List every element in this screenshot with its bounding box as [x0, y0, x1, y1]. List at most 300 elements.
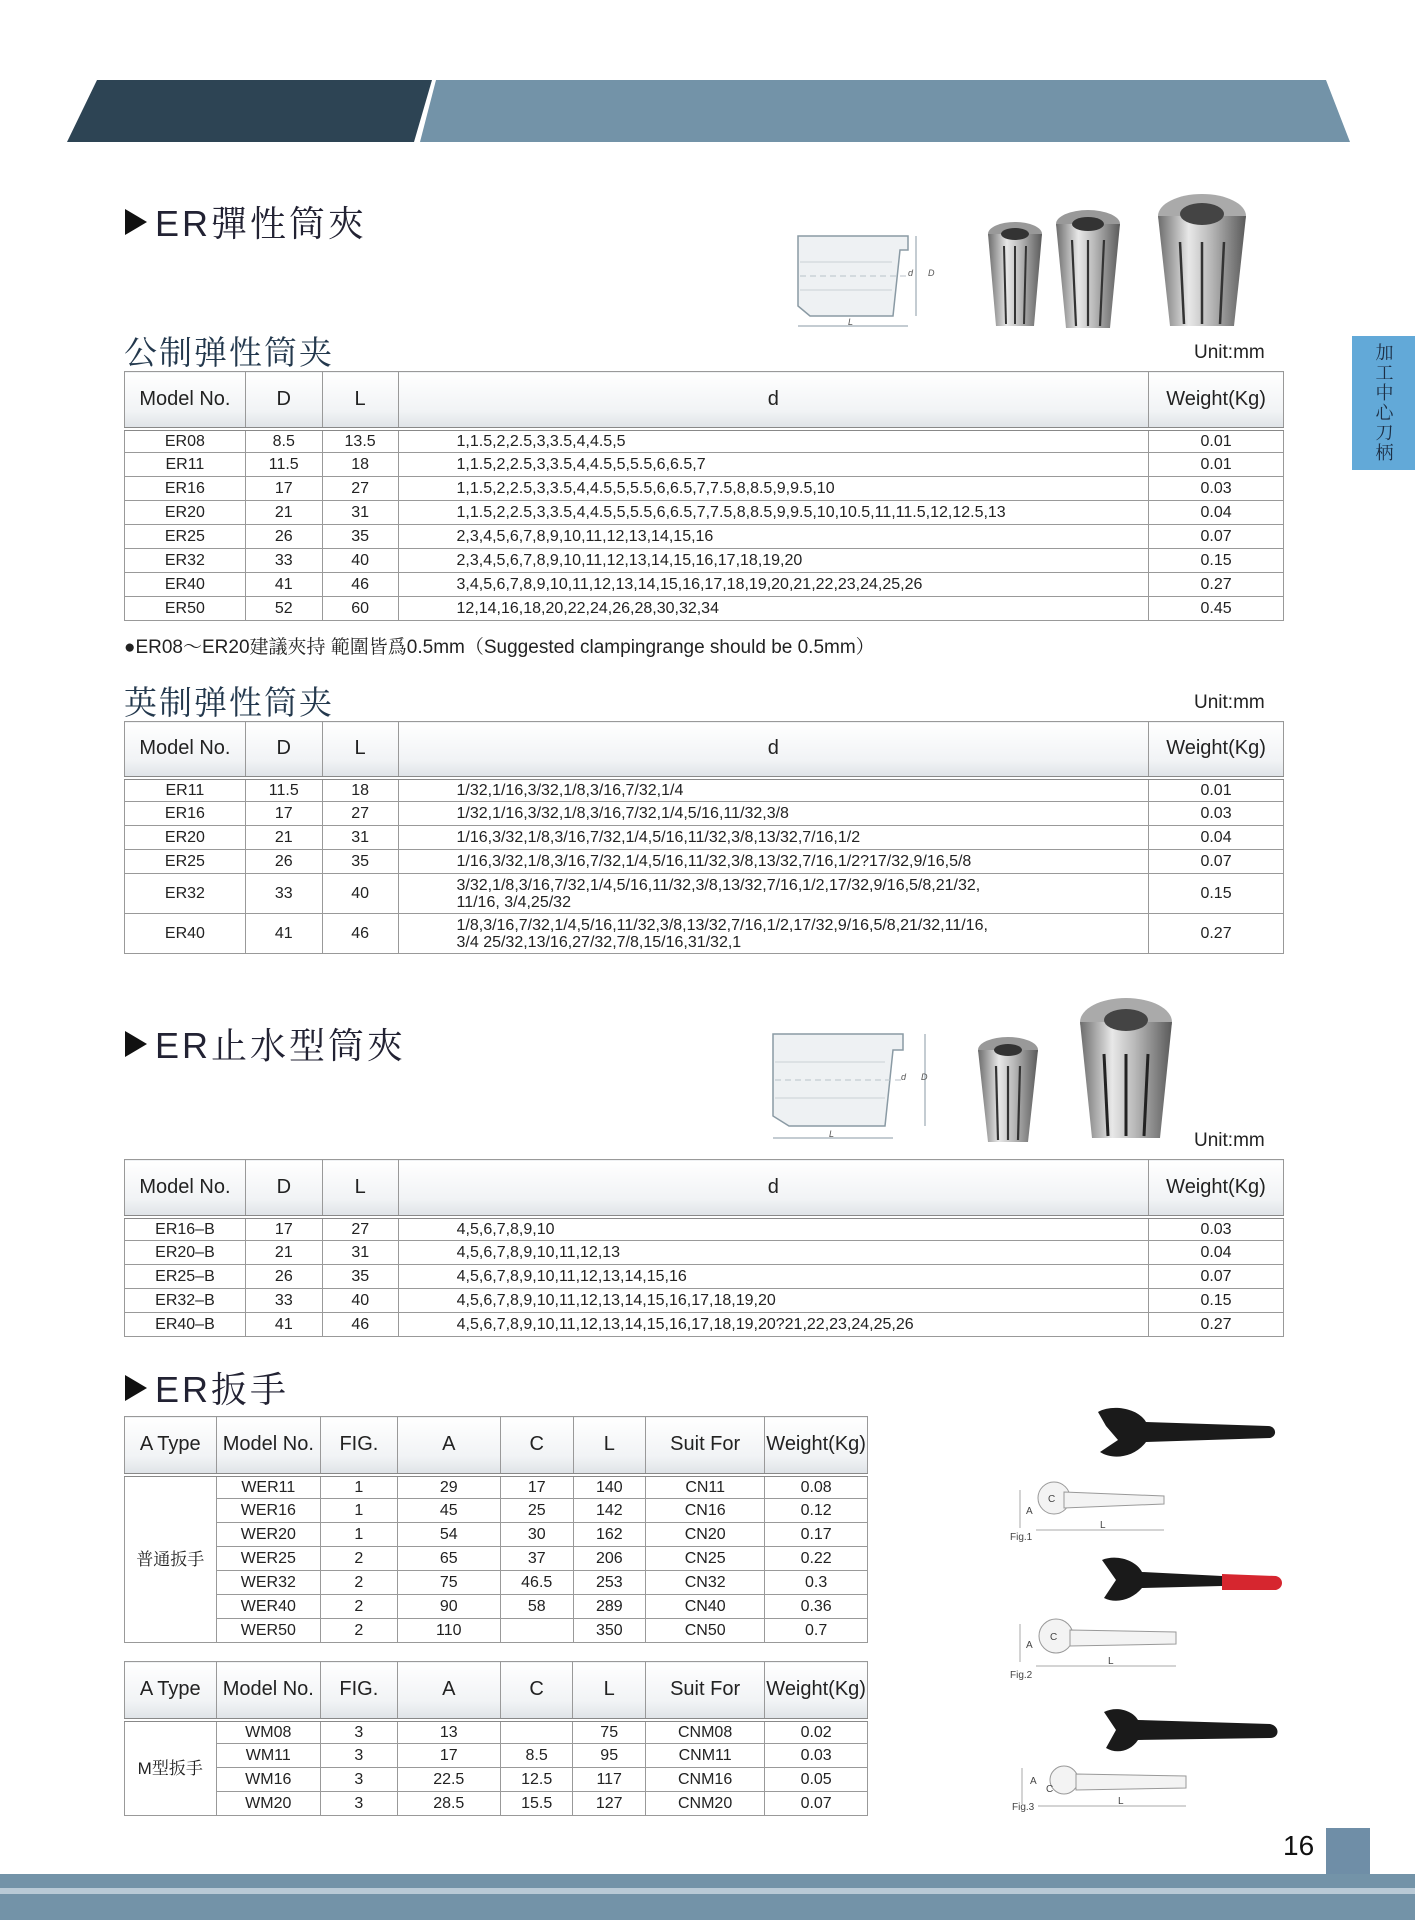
table-cell: 46.5: [500, 1571, 573, 1595]
sealed-collet-table: [124, 1159, 1284, 1337]
cell-D: 21: [245, 501, 322, 525]
table-row: [125, 1547, 868, 1571]
header-band-dark: [67, 80, 432, 142]
table-cell: 30: [500, 1523, 573, 1547]
header-A: A: [397, 1417, 500, 1475]
table-row: [125, 826, 1284, 850]
triangle-bullet-icon: [125, 1031, 147, 1057]
wrench-table-standard: [124, 1416, 868, 1643]
table-cell: CN16: [646, 1499, 765, 1523]
cell-model: ER25: [125, 525, 246, 549]
header-d: d: [398, 722, 1149, 778]
fig-1-label: Fig.1: [1010, 1532, 1033, 1543]
sealed-collet-photos: [970, 992, 1190, 1146]
cell-L: 18: [322, 453, 398, 477]
header-weight: Weight(Kg): [1149, 1160, 1284, 1217]
header-L: L: [573, 1417, 646, 1475]
cell-model: ER40: [125, 914, 246, 954]
table-cell: CN32: [646, 1571, 765, 1595]
cell-model: ER16: [125, 477, 246, 501]
table-cell: 0.7: [765, 1619, 868, 1643]
cell-D: 11.5: [245, 453, 322, 477]
table-cell: WER50: [216, 1619, 321, 1643]
cell-d: 1,1.5,2,2.5,3,3.5,4,4.5,5,5.5,6,6.5,7: [398, 453, 1149, 477]
cell-d: 12,14,16,18,20,22,24,26,28,30,32,34: [398, 597, 1149, 621]
table-cell: CN20: [646, 1523, 765, 1547]
table-row: [125, 802, 1284, 826]
table-cell: 0.02: [765, 1720, 868, 1744]
table-cell: 3: [321, 1744, 398, 1768]
cell-model: ER16–B: [125, 1217, 246, 1241]
triangle-bullet-icon: [125, 1375, 147, 1401]
cell-d: 1,1.5,2,2.5,3,3.5,4,4.5,5,5.5,6,6.5,7,7.5,8,8.5,9,9.5,10: [398, 477, 1149, 501]
cell-type-group: 普通扳手: [125, 1475, 217, 1643]
fig-2-label-L: L: [1108, 1656, 1114, 1667]
wrench-1-photo-icon: [1098, 1408, 1275, 1457]
fig-2-label: Fig.2: [1010, 1670, 1033, 1681]
header-model: Model No.: [216, 1417, 321, 1475]
cell-d: 2,3,4,5,6,7,8,9,10,11,12,13,14,15,16: [398, 525, 1149, 549]
header-model: Model No.: [216, 1662, 321, 1720]
table-cell: 140: [573, 1475, 646, 1499]
table-cell: 1: [321, 1523, 398, 1547]
cell-D: 41: [245, 573, 322, 597]
header-D: D: [245, 1160, 322, 1217]
cell-L: 46: [322, 914, 398, 954]
cell-D: 21: [245, 1241, 322, 1265]
table-cell: 13: [397, 1720, 500, 1744]
cell-model: ER40–B: [125, 1313, 246, 1337]
table-cell: 37: [500, 1547, 573, 1571]
table-row: [125, 477, 1284, 501]
cell-L: 31: [322, 501, 398, 525]
table-cell: 0.08: [765, 1475, 868, 1499]
table-header-row: [125, 722, 1284, 778]
cell-model: ER32–B: [125, 1289, 246, 1313]
cell-L: 60: [322, 597, 398, 621]
cell-d-line: 11/16, 3/4,25/32: [456, 893, 571, 911]
header-weight: Weight(Kg): [765, 1662, 868, 1720]
cell-D: 26: [245, 850, 322, 874]
header-a-type: A Type: [125, 1662, 217, 1720]
table-cell: CN11: [646, 1475, 765, 1499]
table-cell: 3: [321, 1792, 398, 1816]
cell-d: [398, 874, 1149, 914]
sealed-collet-small-icon: [978, 1037, 1038, 1142]
cell-L: 35: [322, 850, 398, 874]
sealed-collet-large-icon: [1080, 998, 1172, 1138]
fig-3-label: Fig.3: [1012, 1802, 1035, 1813]
cell-model: ER32: [125, 549, 246, 573]
table-header-row: [125, 1417, 868, 1475]
label-d: d: [908, 268, 914, 278]
table-row: [125, 501, 1284, 525]
cell-model: ER20–B: [125, 1241, 246, 1265]
fig-3-drawing-icon: [1050, 1766, 1186, 1794]
cell-d: [398, 914, 1149, 954]
cell-type-group: M型扳手: [125, 1720, 217, 1816]
label-D: D: [928, 268, 935, 278]
cell-d: 4,5,6,7,8,9,10: [398, 1217, 1148, 1241]
wrench-3-photo-icon: [1104, 1709, 1278, 1751]
table-cell: [500, 1720, 573, 1744]
cell-d: 4,5,6,7,8,9,10,11,12,13,14,15,16,17,18,19,20?21,22,23,24,25,26: [398, 1313, 1148, 1337]
cell-D: 8.5: [245, 429, 322, 453]
cell-weight: 0.01: [1149, 778, 1284, 802]
cell-weight: 0.07: [1149, 1265, 1284, 1289]
footer-bar: [0, 1874, 1415, 1888]
header-fig: FIG.: [321, 1417, 398, 1475]
table-row: [125, 1744, 868, 1768]
cell-d-line: 3/32,1/8,3/16,7/32,1/4,5/16,11/32,3/8,13/32,7/16,1/2,17/32,9/16,5/8,21/32,: [456, 876, 981, 894]
table-row: [125, 1313, 1284, 1337]
cell-weight: 0.15: [1149, 1289, 1284, 1313]
cell-L: 18: [322, 778, 398, 802]
table-cell: 253: [573, 1571, 646, 1595]
metric-collet-table: [124, 371, 1284, 621]
cell-L: 13.5: [322, 429, 398, 453]
table-cell: 45: [397, 1499, 500, 1523]
header-suit-for: Suit For: [645, 1662, 764, 1720]
cell-D: 21: [245, 826, 322, 850]
label-L: L: [829, 1129, 835, 1139]
table-cell: 75: [573, 1720, 646, 1744]
cell-d: 3,4,5,6,7,8,9,10,11,12,13,14,15,16,17,18,19,20,21,22,23,24,25,26: [398, 573, 1149, 597]
cell-model: ER50: [125, 597, 246, 621]
collet-large-icon: [1158, 194, 1246, 326]
table-row: [125, 1241, 1284, 1265]
cell-d: 1,1.5,2,2.5,3,3.5,4,4.5,5: [398, 429, 1149, 453]
cell-D: 17: [245, 477, 322, 501]
table-cell: 15.5: [500, 1792, 573, 1816]
header-a-type: A Type: [125, 1417, 217, 1475]
table-cell: 0.03: [765, 1744, 868, 1768]
cell-d: 1/32,1/16,3/32,1/8,3/16,7/32,1/4: [398, 778, 1149, 802]
cell-d: 2,3,4,5,6,7,8,9,10,11,12,13,14,15,16,17,18,19,20: [398, 549, 1149, 573]
table-row: [125, 1265, 1284, 1289]
header-model: Model No.: [125, 372, 246, 429]
header-weight: Weight(Kg): [1149, 372, 1284, 429]
cell-model: ER20: [125, 826, 246, 850]
cell-weight: 0.04: [1149, 501, 1284, 525]
table-cell: WER40: [216, 1595, 321, 1619]
clamping-note: ●ER08～ER20建議夾持 範圍皆爲0.5mm（Suggested clampingrange should be 0.5mm）: [124, 637, 875, 658]
cell-model: ER25–B: [125, 1265, 246, 1289]
table-row: [125, 429, 1284, 453]
table-row: [125, 850, 1284, 874]
wrench-table-m-type: [124, 1661, 868, 1816]
cell-D: 11.5: [245, 778, 322, 802]
table-cell: CNM16: [645, 1768, 764, 1792]
cell-weight: 0.07: [1149, 850, 1284, 874]
table-cell: 0.36: [765, 1595, 868, 1619]
header-L: L: [322, 372, 398, 429]
wrench-illustrations: [1000, 1400, 1290, 1820]
collet-medium-icon: [1056, 210, 1120, 328]
table-cell: WER11: [216, 1475, 321, 1499]
table-cell: 8.5: [500, 1744, 573, 1768]
cell-D: 41: [245, 914, 322, 954]
header-fig: FIG.: [321, 1662, 398, 1720]
cell-weight: 0.27: [1149, 573, 1284, 597]
table-cell: 0.17: [765, 1523, 868, 1547]
table-header-row: [125, 1160, 1284, 1217]
cell-D: 33: [245, 1289, 322, 1313]
cell-L: 27: [322, 1217, 398, 1241]
table-cell: 12.5: [500, 1768, 573, 1792]
table-cell: WM11: [216, 1744, 321, 1768]
table-header-row: [125, 372, 1284, 429]
cell-D: 41: [245, 1313, 322, 1337]
fig-2-drawing-icon: [1039, 1619, 1176, 1653]
table-row: [125, 1499, 868, 1523]
cell-L: 40: [322, 874, 398, 914]
cell-d: 1/16,3/32,1/8,3/16,7/32,1/4,5/16,11/32,3/8,13/32,7/16,1/2?17/32,9/16,5/8: [398, 850, 1149, 874]
table-row: [125, 1768, 868, 1792]
header-weight: Weight(Kg): [1149, 722, 1284, 778]
header-weight: Weight(Kg): [765, 1417, 868, 1475]
table-cell: 350: [573, 1619, 646, 1643]
table-cell: 75: [397, 1571, 500, 1595]
side-tab[interactable]: 加工中心刀柄: [1352, 336, 1415, 470]
cell-model: ER11: [125, 453, 246, 477]
table-cell: 2: [321, 1571, 398, 1595]
cell-d: 1,1.5,2,2.5,3,3.5,4,4.5,5,5.5,6,6.5,7,7.5,8,8.5,9,9.5,10,10.5,11,11.5,12,12.5,13: [398, 501, 1149, 525]
table-row: [125, 1475, 868, 1499]
header-model: Model No.: [125, 722, 246, 778]
table-row: [125, 525, 1284, 549]
fig-1-label-A: A: [1026, 1506, 1033, 1517]
cell-model: ER16: [125, 802, 246, 826]
cell-d: 1/16,3/32,1/8,3/16,7/32,1/4,5/16,11/32,3/8,13/32,7/16,1/2: [398, 826, 1149, 850]
cell-weight: 0.45: [1149, 597, 1284, 621]
table-cell: 110: [397, 1619, 500, 1643]
cell-d: 4,5,6,7,8,9,10,11,12,13: [398, 1241, 1148, 1265]
table-cell: 2: [321, 1619, 398, 1643]
cell-L: 46: [322, 1313, 398, 1337]
table-cell: 206: [573, 1547, 646, 1571]
table-cell: 3: [321, 1768, 398, 1792]
cell-L: 27: [322, 477, 398, 501]
cell-model: ER40: [125, 573, 246, 597]
cell-weight: 0.01: [1149, 429, 1284, 453]
table-cell: 65: [397, 1547, 500, 1571]
footer-bar: [0, 1894, 1415, 1920]
table-cell: 162: [573, 1523, 646, 1547]
cell-D: 17: [245, 802, 322, 826]
table-cell: 17: [397, 1744, 500, 1768]
cell-weight: 0.03: [1149, 1217, 1284, 1241]
table-row: [125, 1571, 868, 1595]
cell-D: 26: [245, 1265, 322, 1289]
table-row: [125, 453, 1284, 477]
cell-d: 4,5,6,7,8,9,10,11,12,13,14,15,16,17,18,19,20: [398, 1289, 1148, 1313]
cell-L: 46: [322, 573, 398, 597]
cell-d: 4,5,6,7,8,9,10,11,12,13,14,15,16: [398, 1265, 1148, 1289]
table-cell: CNM20: [645, 1792, 764, 1816]
wrench-2-photo-icon: [1102, 1558, 1282, 1601]
cell-d-line: 1/8,3/16,7/32,1/4,5/16,11/32,3/8,13/32,7/16,1/2,17/32,9/16,5/8,21/32,11/16,: [456, 916, 988, 934]
table-row: [125, 914, 1284, 954]
table-cell: WER16: [216, 1499, 321, 1523]
cell-model: ER11: [125, 778, 246, 802]
unit-label: Unit:mm: [1194, 1130, 1265, 1151]
table-cell: 0.05: [765, 1768, 868, 1792]
page-number: 16: [1283, 1830, 1315, 1861]
table-cell: WER20: [216, 1523, 321, 1547]
collet-dimension-drawing: [788, 226, 940, 334]
table-cell: 25: [500, 1499, 573, 1523]
table-cell: 3: [321, 1720, 398, 1744]
cell-weight: 0.01: [1149, 453, 1284, 477]
header-D: D: [245, 722, 322, 778]
cell-model: ER32: [125, 874, 246, 914]
cell-weight: 0.15: [1149, 549, 1284, 573]
header-L: L: [573, 1662, 646, 1720]
table-cell: 54: [397, 1523, 500, 1547]
subtitle-inch: 英制弹性筒夹: [124, 684, 334, 721]
collet-small-icon: [988, 222, 1042, 326]
table-cell: WM16: [216, 1768, 321, 1792]
header-L: L: [322, 722, 398, 778]
table-cell: WM08: [216, 1720, 321, 1744]
header-C: C: [500, 1662, 573, 1720]
cell-model: ER25: [125, 850, 246, 874]
cell-L: 40: [322, 549, 398, 573]
fig-2-label-C: C: [1050, 1632, 1058, 1643]
label-d: d: [901, 1072, 907, 1082]
table-cell: 0.22: [765, 1547, 868, 1571]
table-cell: 29: [397, 1475, 500, 1499]
fig-1-drawing-icon: [1038, 1482, 1164, 1514]
cell-weight: 0.27: [1149, 1313, 1284, 1337]
cell-weight: 0.03: [1149, 477, 1284, 501]
cell-weight: 0.15: [1149, 874, 1284, 914]
unit-label: Unit:mm: [1194, 692, 1265, 713]
table-cell: 90: [397, 1595, 500, 1619]
cell-weight: 0.27: [1149, 914, 1284, 954]
table-cell: 22.5: [397, 1768, 500, 1792]
table-cell: 0.3: [765, 1571, 868, 1595]
cell-L: 40: [322, 1289, 398, 1313]
table-cell: 289: [573, 1595, 646, 1619]
section-title-er-collet: ER彈性筒夾: [125, 196, 367, 247]
table-cell: 1: [321, 1475, 398, 1499]
header-band-light: [420, 80, 1350, 142]
fig-1-label-L: L: [1100, 1520, 1106, 1531]
table-cell: [500, 1619, 573, 1643]
fig-3-label-C: C: [1046, 1784, 1054, 1795]
table-row: [125, 1217, 1284, 1241]
table-cell: CN50: [646, 1619, 765, 1643]
sealed-collet-dimension-drawing: [765, 1020, 945, 1148]
table-cell: CNM11: [645, 1744, 764, 1768]
table-cell: 28.5: [397, 1792, 500, 1816]
table-cell: 1: [321, 1499, 398, 1523]
header-L: L: [322, 1160, 398, 1217]
cell-weight: 0.04: [1149, 1241, 1284, 1265]
table-cell: 127: [573, 1792, 646, 1816]
table-cell: 0.12: [765, 1499, 868, 1523]
fig-3-label-L: L: [1118, 1796, 1124, 1807]
table-row: [125, 1792, 868, 1816]
table-row: [125, 1619, 868, 1643]
label-D: D: [921, 1072, 928, 1082]
table-row: [125, 549, 1284, 573]
table-row: [125, 1289, 1284, 1313]
collet-photos: [984, 186, 1264, 332]
table-cell: WER32: [216, 1571, 321, 1595]
table-cell: 2: [321, 1595, 398, 1619]
cell-L: 35: [322, 525, 398, 549]
cell-D: 52: [245, 597, 322, 621]
table-cell: CN25: [646, 1547, 765, 1571]
cell-L: 31: [322, 1241, 398, 1265]
table-row: [125, 874, 1284, 914]
table-cell: WM20: [216, 1792, 321, 1816]
header-suit-for: Suit For: [646, 1417, 765, 1475]
cell-D: 33: [245, 874, 322, 914]
table-row: [125, 1523, 868, 1547]
header-d: d: [398, 372, 1149, 429]
triangle-bullet-icon: [125, 209, 147, 235]
fig-2-label-A: A: [1026, 1640, 1033, 1651]
table-row: [125, 597, 1284, 621]
cell-L: 31: [322, 826, 398, 850]
table-row: [125, 778, 1284, 802]
cell-d-line: 3/4 25/32,13/16,27/32,7/8,15/16,31/32,1: [456, 933, 742, 951]
table-cell: CNM08: [645, 1720, 764, 1744]
section-title-sealed: ER止水型筒夾: [125, 1018, 406, 1069]
cell-D: 17: [245, 1217, 322, 1241]
cell-weight: 0.03: [1149, 802, 1284, 826]
section-title-wrench: ER扳手: [125, 1362, 289, 1413]
table-row: [125, 573, 1284, 597]
header-model: Model No.: [125, 1160, 246, 1217]
cell-L: 27: [322, 802, 398, 826]
cell-D: 33: [245, 549, 322, 573]
table-header-row: [125, 1662, 868, 1720]
table-cell: 2: [321, 1547, 398, 1571]
table-cell: 0.07: [765, 1792, 868, 1816]
table-row: [125, 1720, 868, 1744]
inch-collet-table: [124, 721, 1284, 954]
table-row: [125, 1595, 868, 1619]
label-L: L: [848, 317, 854, 327]
header-A: A: [397, 1662, 500, 1720]
table-cell: CN40: [646, 1595, 765, 1619]
subtitle-metric: 公制弹性筒夹: [124, 334, 334, 371]
fig-3-label-A: A: [1030, 1776, 1037, 1787]
table-cell: 117: [573, 1768, 646, 1792]
fig-1-label-C: C: [1048, 1494, 1056, 1505]
table-cell: WER25: [216, 1547, 321, 1571]
header-d: d: [398, 1160, 1148, 1217]
header-D: D: [245, 372, 322, 429]
cell-d: 1/32,1/16,3/32,1/8,3/16,7/32,1/4,5/16,11/32,3/8: [398, 802, 1149, 826]
cell-L: 35: [322, 1265, 398, 1289]
header-C: C: [500, 1417, 573, 1475]
unit-label: Unit:mm: [1194, 342, 1265, 363]
table-cell: 142: [573, 1499, 646, 1523]
table-cell: 17: [500, 1475, 573, 1499]
cell-model: ER08: [125, 429, 246, 453]
cell-D: 26: [245, 525, 322, 549]
cell-weight: 0.04: [1149, 826, 1284, 850]
table-cell: 58: [500, 1595, 573, 1619]
table-cell: 95: [573, 1744, 646, 1768]
cell-model: ER20: [125, 501, 246, 525]
